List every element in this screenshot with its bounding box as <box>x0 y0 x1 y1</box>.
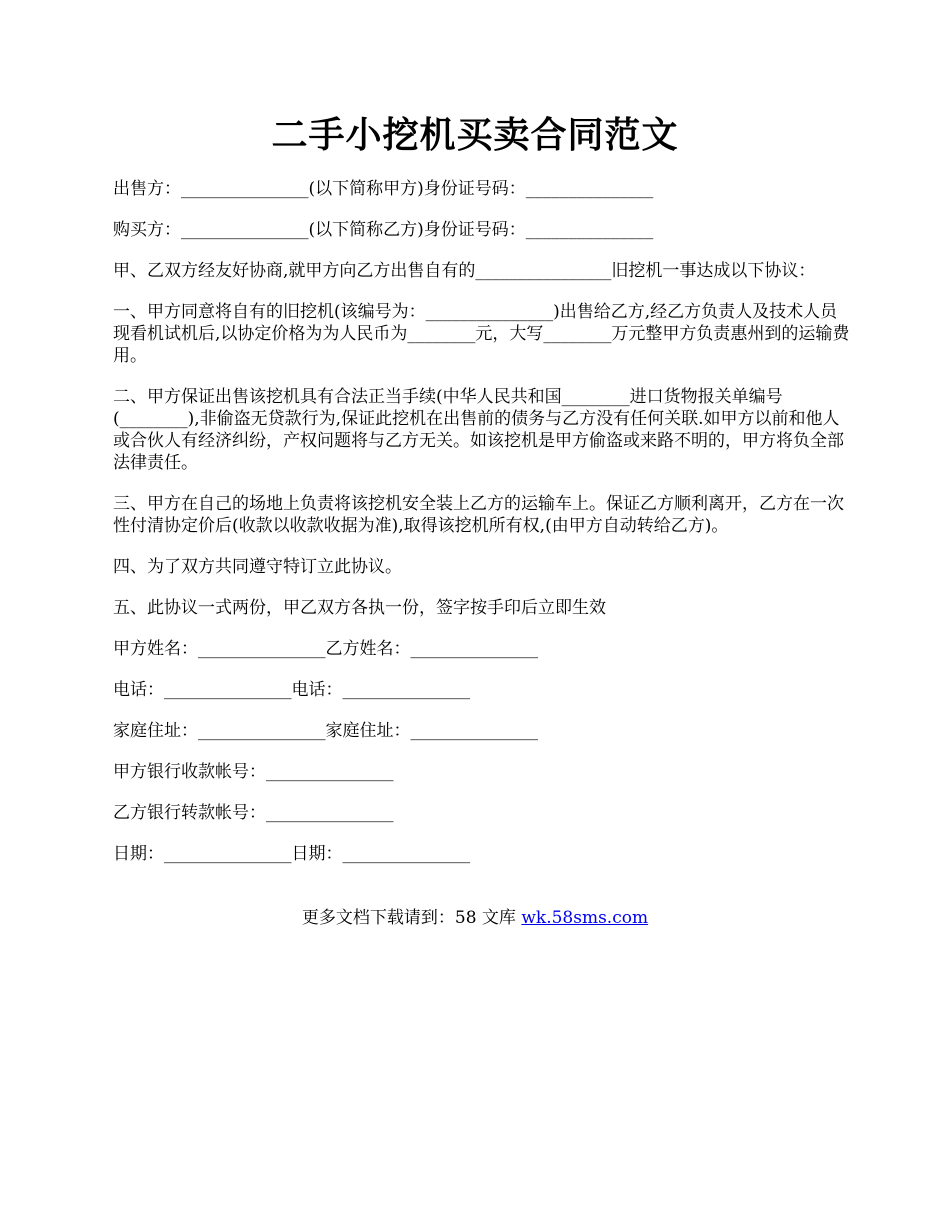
date-line: 日期：_______________日期：_______________ <box>113 844 470 864</box>
signature-names-line: 甲方姓名：_______________乙方姓名：_______________ <box>113 639 538 659</box>
party-b-bank-line: 乙方银行转款帐号：_______________ <box>113 803 394 823</box>
clause-3: 三、甲方在自己的场地上负责将该挖机安全装上乙方的运输车上。保证乙方顺利离开，乙方在一次性付清协定价后(收款以收款收据为准),取得该挖机所有权,(由甲方自动转给乙方)。 <box>113 494 844 536</box>
party-a-bank-line: 甲方银行收款帐号：_______________ <box>113 762 394 782</box>
clause-4: 四、为了双方共同遵守特订立此协议。 <box>113 557 402 577</box>
phone-line: 电话：_______________电话：_______________ <box>113 680 470 700</box>
intro-paragraph: 甲、乙双方经友好协商,就甲方向乙方出售自有的________________旧挖机一事达成以下协议： <box>113 261 816 281</box>
clause-2: 二、甲方保证出售该挖机具有合法正当手续(中华人民共和国________进口货物报关单编号(________),非偷盗无贷款行为,保证此挖机在出售前的债务与乙方没有任何关联.如甲方以前和他人或合伙人有经济纠纷，产权问题将与乙方无关。如该挖机是甲方偷盗或来路不明的，甲方将负全部法律责任。 <box>113 387 844 473</box>
footer-link[interactable]: wk.58sms.com <box>521 908 649 928</box>
buyer-line: 购买方：_______________(以下简称乙方)身份证号码：_______________ <box>113 220 654 240</box>
seller-line: 出售方：_______________(以下简称甲方)身份证号码：_______________ <box>113 179 654 199</box>
document-title: 二手小挖机买卖合同范文 <box>271 114 679 156</box>
document-body <box>113 178 853 884</box>
footer <box>0 906 950 930</box>
clause-1: 一、甲方同意将自有的旧挖机(该编号为：_______________)出售给乙方,经乙方负责人及技术人员现看机试机后,以协定价格为为人民币为________元，大写________万元整甲方负责惠州到的运输费用。 <box>113 302 850 366</box>
footer-text: 更多文档下载请到：58 文库 <box>301 908 522 928</box>
address-line: 家庭住址：_______________家庭住址：_______________ <box>113 721 538 741</box>
clause-5: 五、此协议一式两份，甲乙双方各执一份，签字按手印后立即生效 <box>113 598 606 618</box>
